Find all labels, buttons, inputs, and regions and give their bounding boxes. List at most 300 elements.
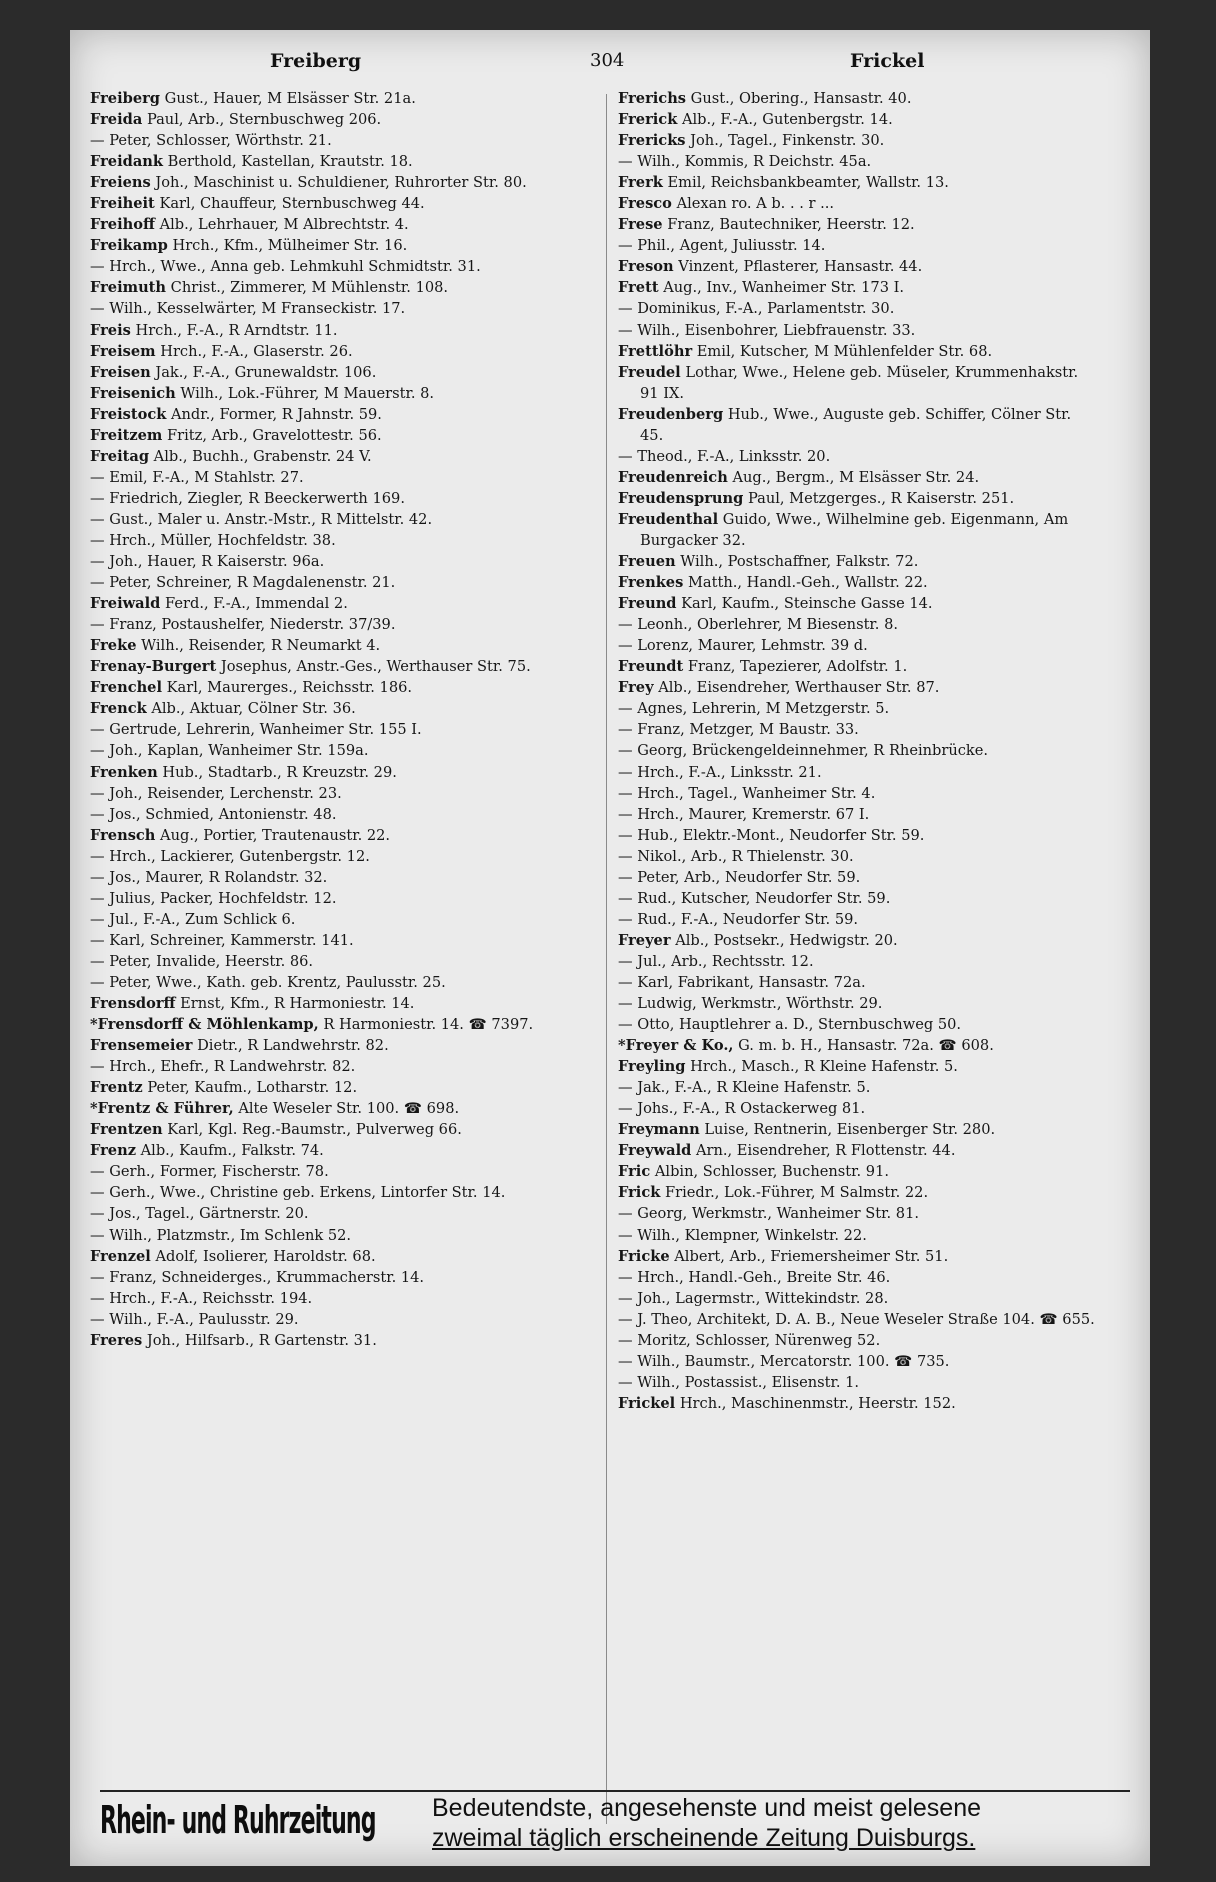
directory-entry: [90, 593, 570, 614]
entry-surname: Frettlöhr: [618, 342, 693, 360]
entry-details: Hub., Stadtarb., R Kreuzstr. 29.: [162, 763, 397, 781]
directory-entry: [90, 1246, 570, 1267]
directory-entry: [90, 1161, 570, 1182]
directory-entry: [618, 193, 1098, 214]
entry-surname: Frentz: [90, 1079, 143, 1097]
entry-details: — Peter, Arb., Neudorfer Str. 59.: [618, 868, 861, 886]
directory-entry: [90, 1267, 570, 1288]
entry-details: Peter, Kaufm., Lotharstr. 12.: [147, 1079, 358, 1097]
directory-entry: [90, 172, 570, 193]
entry-details: — Hrch., Maurer, Kremerstr. 67 I.: [618, 805, 870, 823]
directory-entry: [618, 1161, 1098, 1182]
entry-details: Karl, Kaufm., Steinsche Gasse 14.: [681, 595, 933, 613]
directory-entry: [618, 719, 1098, 740]
entry-surname: Freson: [618, 258, 674, 276]
directory-entry: [618, 109, 1098, 130]
entry-surname: Freund: [618, 595, 677, 613]
entry-details: — Franz, Metzger, M Baustr. 33.: [618, 721, 859, 739]
entry-details: Berthold, Kastellan, Krautstr. 18.: [167, 153, 413, 171]
entry-surname: Freiheit: [90, 195, 155, 213]
entry-details: Paul, Metzgerges., R Kaiserstr. 251.: [747, 489, 1015, 507]
directory-entry: [90, 320, 570, 341]
directory-entry: [618, 341, 1098, 362]
entry-surname: Fric: [618, 1163, 651, 1181]
entry-details: Gust., Obering., Hansastr. 40.: [690, 90, 912, 107]
entry-surname: Frensemeier: [90, 1037, 193, 1055]
directory-entry: [618, 635, 1098, 656]
directory-entry: [618, 277, 1098, 298]
entry-details: Alb., Kaufm., Falkstr. 74.: [140, 1142, 324, 1160]
entry-details: — Ludwig, Werkmstr., Wörthstr. 29.: [618, 995, 883, 1013]
directory-entry: [90, 1225, 570, 1246]
right-column: [618, 88, 1098, 1414]
directory-entry: [90, 193, 570, 214]
entry-surname: Freistock: [90, 405, 167, 423]
directory-entry: [90, 1014, 570, 1035]
directory-entry: [90, 972, 570, 993]
header-right-word: Frickel: [850, 50, 925, 72]
entry-details: Vinzent, Pflasterer, Hansastr. 44.: [678, 258, 923, 276]
directory-entry: [90, 656, 570, 677]
directory-entry: [90, 677, 570, 698]
directory-entry: [90, 509, 570, 530]
directory-entry: [90, 1330, 570, 1351]
directory-entry: [618, 1077, 1098, 1098]
directory-entry: [618, 762, 1098, 783]
directory-entry: [90, 425, 570, 446]
entry-details: — Hrch., F.-A., Linksstr. 21.: [618, 763, 822, 781]
entry-details: — Joh., Reisender, Lerchenstr. 23.: [90, 784, 342, 802]
entry-details: — Wilh., Kesselwärter, M Franseckistr. 17.: [90, 300, 406, 318]
directory-entry: [618, 825, 1098, 846]
directory-entry: [618, 1119, 1098, 1140]
entry-details: Albin, Schlosser, Buchenstr. 91.: [654, 1163, 890, 1181]
entry-details: — Dominikus, F.-A., Parlamentstr. 30.: [618, 300, 895, 318]
entry-details: — Gust., Maler u. Anstr.-Mstr., R Mittelstr. 42.: [90, 510, 433, 528]
directory-entry: [618, 1330, 1098, 1351]
directory-entry: [90, 298, 570, 319]
entry-details: Friedr., Lok.-Führer, M Salmstr. 22.: [664, 1184, 929, 1202]
entry-details: Franz, Tapezierer, Adolfstr. 1.: [687, 658, 908, 676]
entry-details: Alb., Buchh., Grabenstr. 24 V.: [153, 447, 372, 465]
entry-surname: Frerichs: [618, 90, 687, 107]
directory-entry: [90, 235, 570, 256]
entry-details: — Julius, Packer, Hochfeldstr. 12.: [90, 889, 337, 907]
entry-surname: Freiens: [90, 174, 151, 192]
entry-details: Arn., Eisendreher, R Flottenstr. 44.: [695, 1142, 956, 1160]
entry-surname: Frensch: [90, 826, 156, 844]
directory-entry: [618, 1140, 1098, 1161]
entry-surname: Freke: [90, 637, 137, 655]
entry-details: — Hrch., Müller, Hochfeldstr. 38.: [90, 531, 336, 549]
directory-entry: [618, 593, 1098, 614]
entry-surname: Freundt: [618, 658, 684, 676]
directory-entry: [618, 614, 1098, 635]
entry-details: G. m. b. H., Hansastr. 72a. ☎ 608.: [738, 1037, 994, 1055]
directory-entry: [90, 804, 570, 825]
directory-entry: [618, 1393, 1098, 1414]
entry-details: — Wilh., Kommis, R Deichstr. 45a.: [618, 153, 872, 171]
entry-surname: Freisenich: [90, 384, 176, 402]
directory-entry: [618, 656, 1098, 677]
entry-details: — Franz, Schneiderges., Krummacherstr. 14.: [90, 1268, 425, 1286]
entry-details: — Hrch., Lackierer, Gutenbergstr. 12.: [90, 847, 370, 865]
directory-entry: [90, 467, 570, 488]
entry-details: Joh., Tagel., Finkenstr. 30.: [690, 132, 885, 150]
directory-entry: [618, 1246, 1098, 1267]
entry-surname: *Freyer & Ko.,: [618, 1037, 734, 1055]
directory-entry: [90, 1309, 570, 1330]
entry-details: — Franz, Postaushelfer, Niederstr. 37/39.: [90, 616, 396, 634]
entry-details: — Karl, Fabrikant, Hansastr. 72a.: [618, 973, 866, 991]
entry-surname: Frentzen: [90, 1121, 163, 1139]
directory-entry: [618, 572, 1098, 593]
directory-entry: [90, 1288, 570, 1309]
directory-entry: [618, 888, 1098, 909]
directory-entry: [618, 1035, 1098, 1056]
directory-entry: [618, 677, 1098, 698]
entry-details: — Gerh., Wwe., Christine geb. Erkens, Lintorfer Str. 14.: [90, 1184, 506, 1202]
entry-details: Alb., Postsekr., Hedwigstr. 20.: [675, 931, 898, 949]
directory-entry: [90, 383, 570, 404]
entry-details: — Leonh., Oberlehrer, M Biesenstr. 8.: [618, 616, 899, 634]
directory-entry: [90, 256, 570, 277]
entry-details: Hub., Wwe., Auguste geb. Schiffer, Cölner Str. 45.: [640, 405, 1072, 444]
directory-entry: [618, 993, 1098, 1014]
entry-surname: Frenz: [90, 1142, 136, 1160]
entry-details: — Georg, Werkmstr., Wanheimer Str. 81.: [618, 1205, 920, 1223]
directory-entry: [618, 804, 1098, 825]
entry-surname: Frerk: [618, 174, 663, 192]
directory-entry: [90, 909, 570, 930]
entry-details: Alb., Eisendreher, Werthauser Str. 87.: [658, 679, 940, 697]
entry-details: Luise, Rentnerin, Eisenberger Str. 280.: [704, 1121, 996, 1139]
entry-surname: Frenchel: [90, 679, 163, 697]
entry-surname: Frerick: [618, 111, 678, 129]
entry-details: Emil, Kutscher, M Mühlenfelder Str. 68.: [696, 342, 993, 360]
entry-surname: Freisen: [90, 363, 151, 381]
entry-details: — Georg, Brückengeldeinnehmer, R Rheinbrücke.: [618, 742, 989, 760]
entry-details: — Lorenz, Maurer, Lehmstr. 39 d.: [618, 637, 868, 655]
directory-entry: [90, 341, 570, 362]
entry-details: — Wilh., F.-A., Paulusstr. 29.: [90, 1310, 299, 1328]
entry-details: — Johs., F.-A., R Ostackerweg 81.: [618, 1100, 866, 1118]
directory-page: [70, 30, 1150, 1866]
entry-surname: Frenck: [90, 700, 147, 718]
directory-entry: [90, 362, 570, 383]
entry-surname: Freudenberg: [618, 405, 724, 423]
directory-entry: [618, 1309, 1098, 1330]
directory-entry: [618, 235, 1098, 256]
entry-details: — J. Theo, Architekt, D. A. B., Neue Weseler Straße 104. ☎ 655.: [618, 1310, 1095, 1328]
directory-entry: [90, 214, 570, 235]
directory-entry: [618, 256, 1098, 277]
entry-details: — Gertrude, Lehrerin, Wanheimer Str. 155 I.: [90, 721, 422, 739]
entry-surname: Frenzel: [90, 1247, 151, 1265]
ad-line-2: zweimal täglich erscheinende Zeitung Duisburgs.: [432, 1824, 976, 1852]
entry-details: Emil, Reichsbankbeamter, Wallstr. 13.: [667, 174, 949, 192]
directory-entry: [618, 846, 1098, 867]
ad-line-1: Bedeutendste, angesehenste und meist gelesene: [432, 1794, 982, 1822]
entry-details: Hrch., F.-A., Glaserstr. 26.: [160, 342, 353, 360]
entry-surname: Freudensprung: [618, 489, 744, 507]
directory-entry: [618, 446, 1098, 467]
entry-details: — Jul., F.-A., Zum Schlick 6.: [90, 910, 296, 928]
directory-entry: [90, 635, 570, 656]
entry-surname: Frenkes: [618, 574, 684, 592]
entry-surname: Fricke: [618, 1247, 670, 1265]
entry-details: Hrch., Kfm., Mülheimer Str. 16.: [172, 237, 408, 255]
directory-entry: [90, 1035, 570, 1056]
page-header: [70, 42, 1150, 82]
entry-details: — Nikol., Arb., R Thielenstr. 30.: [618, 847, 854, 865]
entry-details: — Joh., Lagermstr., Wittekindstr. 28.: [618, 1289, 889, 1307]
entry-surname: Freisem: [90, 342, 156, 360]
directory-entry: [90, 551, 570, 572]
entry-details: Hrch., Masch., R Kleine Hafenstr. 5.: [690, 1058, 958, 1076]
entry-details: — Emil, F.-A., M Stahlstr. 27.: [90, 468, 304, 486]
entry-details: — Peter, Schlosser, Wörthstr. 21.: [90, 132, 332, 150]
entry-surname: Freyling: [618, 1058, 686, 1076]
entry-surname: Freiberg: [90, 90, 161, 107]
directory-entry: [618, 509, 1098, 551]
entry-details: Adolf, Isolierer, Haroldstr. 68.: [155, 1247, 376, 1265]
directory-entry: [618, 404, 1098, 446]
entry-surname: Freida: [90, 111, 143, 129]
entry-surname: Freimuth: [90, 279, 167, 297]
entry-details: — Joh., Hauer, R Kaiserstr. 96a.: [90, 553, 325, 571]
entry-surname: Frese: [618, 216, 663, 234]
directory-entry: [90, 951, 570, 972]
entry-details: — Wilh., Platzmstr., Im Schlenk 52.: [90, 1226, 352, 1244]
directory-entry: [618, 172, 1098, 193]
entry-details: — Rud., Kutscher, Neudorfer Str. 59.: [618, 889, 891, 907]
directory-entry: [618, 130, 1098, 151]
directory-entry: [618, 698, 1098, 719]
directory-entry: [618, 740, 1098, 761]
directory-entry: [90, 867, 570, 888]
directory-entry: [90, 993, 570, 1014]
entry-details: Jak., F.-A., Grunewaldstr. 106.: [155, 363, 377, 381]
entry-details: Alb., F.-A., Gutenbergstr. 14.: [681, 111, 893, 129]
entry-details: — Joh., Kaplan, Wanheimer Str. 159a.: [90, 742, 369, 760]
directory-entry: [90, 130, 570, 151]
entry-details: Hrch., F.-A., R Arndtstr. 11.: [135, 321, 338, 339]
directory-entry: [618, 972, 1098, 993]
entry-details: — Hrch., F.-A., Reichsstr. 194.: [90, 1289, 313, 1307]
directory-entry: [618, 214, 1098, 235]
entry-surname: Freuen: [618, 553, 676, 571]
entry-details: — Phil., Agent, Juliusstr. 14.: [618, 237, 826, 255]
directory-entry: [90, 825, 570, 846]
entry-details: — Peter, Invalide, Heerstr. 86.: [90, 952, 314, 970]
entry-details: — Hrch., Tagel., Wanheimer Str. 4.: [618, 784, 876, 802]
page-number: 304: [590, 50, 625, 71]
directory-entry: [90, 614, 570, 635]
entry-surname: Freitag: [90, 447, 150, 465]
entry-surname: Frett: [618, 279, 659, 297]
directory-entry: [90, 151, 570, 172]
directory-entry: [90, 1077, 570, 1098]
directory-entry: [90, 740, 570, 761]
entry-surname: Freidank: [90, 153, 164, 171]
directory-entry: [618, 1014, 1098, 1035]
entry-surname: Frericks: [618, 132, 686, 150]
entry-details: Lothar, Wwe., Helene geb. Müseler, Krummenhakstr. 91 IX.: [640, 363, 1079, 402]
entry-details: R Harmoniestr. 14. ☎ 7397.: [323, 1016, 534, 1034]
entry-details: Karl, Maurerges., Reichsstr. 186.: [166, 679, 413, 697]
entry-details: — Karl, Schreiner, Kammerstr. 141.: [90, 931, 354, 949]
left-column: [90, 88, 570, 1351]
entry-details: Andr., Former, R Jahnstr. 59.: [170, 405, 382, 423]
entry-details: Karl, Chauffeur, Sternbuschweg 44.: [159, 195, 425, 213]
entry-surname: Freudel: [618, 363, 681, 381]
directory-entry: [618, 151, 1098, 172]
entry-details: Alb., Aktuar, Cölner Str. 36.: [151, 700, 356, 718]
entry-details: Aug., Bergm., M Elsässer Str. 24.: [732, 468, 980, 486]
entry-details: — Rud., F.-A., Neudorfer Str. 59.: [618, 910, 859, 928]
entry-details: Ferd., F.-A., Immendal 2.: [165, 595, 348, 613]
directory-entry: [618, 783, 1098, 804]
directory-entry: [618, 1098, 1098, 1119]
directory-entry: [618, 951, 1098, 972]
entry-details: — Jos., Tagel., Gärtnerstr. 20.: [90, 1205, 309, 1223]
directory-entry: [618, 551, 1098, 572]
entry-details: Josephus, Anstr.-Ges., Werthauser Str. 75.: [220, 658, 531, 676]
entry-details: — Moritz, Schlosser, Nürenweg 52.: [618, 1331, 881, 1349]
directory-entry: [90, 1098, 570, 1119]
entry-details: — Peter, Wwe., Kath. geb. Krentz, Paulusstr. 25.: [90, 973, 446, 991]
entry-details: Dietr., R Landwehrstr. 82.: [197, 1037, 389, 1055]
entry-details: — Agnes, Lehrerin, M Metzgerstr. 5.: [618, 700, 890, 718]
entry-details: — Wilh., Baumstr., Mercatorstr. 100. ☎ 735.: [618, 1352, 950, 1370]
entry-surname: Frickel: [618, 1394, 676, 1412]
directory-entry: [618, 320, 1098, 341]
directory-entry: [618, 298, 1098, 319]
entry-details: Joh., Maschinist u. Schuldiener, Ruhrorter Str. 80.: [155, 174, 527, 192]
entry-details: — Wilh., Eisenbohrer, Liebfrauenstr. 33.: [618, 321, 916, 339]
entry-details: — Wilh., Postassist., Elisenstr. 1.: [618, 1373, 860, 1391]
entry-details: Joh., Hilfsarb., R Gartenstr. 31.: [146, 1331, 377, 1349]
entry-details: Wilh., Lok.-Führer, M Mauerstr. 8.: [180, 384, 435, 402]
directory-entry: [90, 1203, 570, 1224]
entry-details: Gust., Hauer, M Elsässer Str. 21a.: [164, 90, 416, 107]
entry-surname: Freymann: [618, 1121, 700, 1139]
entry-details: Albert, Arb., Friemersheimer Str. 51.: [674, 1247, 949, 1265]
entry-surname: *Frensdorff & Möhlenkamp,: [90, 1016, 319, 1034]
entry-details: Alte Weseler Str. 100. ☎ 698.: [238, 1100, 460, 1118]
header-left-word: Freiberg: [270, 50, 362, 72]
directory-entry: [90, 888, 570, 909]
entry-details: — Wilh., Klempner, Winkelstr. 22.: [618, 1226, 867, 1244]
directory-entry: [90, 1140, 570, 1161]
entry-surname: Freis: [90, 321, 131, 339]
entry-details: — Gerh., Former, Fischerstr. 78.: [90, 1163, 329, 1181]
directory-entry: [618, 1288, 1098, 1309]
entry-surname: Frick: [618, 1184, 661, 1202]
directory-entry: [90, 1056, 570, 1077]
entry-details: Wilh., Reisender, R Neumarkt 4.: [141, 637, 381, 655]
directory-entry: [90, 1119, 570, 1140]
entry-details: Alexan ro. A b. . . r ...: [676, 195, 835, 213]
entry-surname: Freitzem: [90, 426, 163, 444]
directory-entry: [90, 530, 570, 551]
directory-entry: [618, 867, 1098, 888]
directory-entry: [618, 1203, 1098, 1224]
entry-surname: Frensdorff: [90, 995, 176, 1013]
directory-entry: [90, 762, 570, 783]
directory-entry: [90, 846, 570, 867]
entry-details: Guido, Wwe., Wilhelmine geb. Eigenmann, Am Burgacker 32.: [640, 510, 1069, 549]
entry-surname: Freyer: [618, 931, 671, 949]
entry-details: Alb., Lehrhauer, M Albrechtstr. 4.: [159, 216, 409, 234]
entry-details: Karl, Kgl. Reg.-Baumstr., Pulverweg 66.: [167, 1121, 462, 1139]
directory-entry: [618, 488, 1098, 509]
entry-details: Hrch., Maschinenmstr., Heerstr. 152.: [679, 1394, 956, 1412]
directory-entry: [90, 446, 570, 467]
entry-details: — Otto, Hauptlehrer a. D., Sternbuschweg 50.: [618, 1016, 962, 1034]
directory-entry: [618, 362, 1098, 404]
directory-entry: [618, 1056, 1098, 1077]
entry-details: — Theod., F.-A., Linksstr. 20.: [618, 447, 831, 465]
entry-details: — Peter, Schreiner, R Magdalenenstr. 21.: [90, 574, 396, 592]
directory-entry: [90, 783, 570, 804]
entry-details: Christ., Zimmerer, M Mühlenstr. 108.: [170, 279, 449, 297]
entry-details: Fritz, Arb., Gravelottestr. 56.: [167, 426, 382, 444]
directory-entry: [618, 930, 1098, 951]
entry-details: — Hub., Elektr.-Mont., Neudorfer Str. 59.: [618, 826, 925, 844]
entry-surname: Freiwald: [90, 595, 161, 613]
entry-details: — Jul., Arb., Rechtsstr. 12.: [618, 952, 814, 970]
entry-details: — Hrch., Handl.-Geh., Breite Str. 46.: [618, 1268, 891, 1286]
entry-details: — Jos., Schmied, Antonienstr. 48.: [90, 805, 337, 823]
column-divider: [606, 94, 607, 1824]
entry-surname: Fresco: [618, 195, 672, 213]
entry-details: — Friedrich, Ziegler, R Beeckerwerth 169.: [90, 489, 405, 507]
ad-title: Rhein- und Ruhrzeitung: [100, 1798, 376, 1842]
entry-details: Ernst, Kfm., R Harmoniestr. 14.: [180, 995, 415, 1013]
entry-surname: Freudenthal: [618, 510, 719, 528]
directory-entry: [618, 1351, 1098, 1372]
directory-entry: [618, 1372, 1098, 1393]
directory-entry: [618, 1182, 1098, 1203]
directory-entry: [90, 109, 570, 130]
entry-surname: *Frentz & Führer,: [90, 1100, 234, 1118]
directory-entry: [618, 467, 1098, 488]
entry-surname: Frey: [618, 679, 654, 697]
directory-entry: [90, 698, 570, 719]
entry-details: Aug., Inv., Wanheimer Str. 173 I.: [663, 279, 905, 297]
entry-details: Matth., Handl.-Geh., Wallstr. 22.: [687, 574, 928, 592]
directory-entry: [618, 1267, 1098, 1288]
directory-entry: [618, 1225, 1098, 1246]
entry-surname: Frenken: [90, 763, 158, 781]
entry-surname: Freres: [90, 1331, 143, 1349]
directory-entry: [618, 88, 1098, 109]
directory-entry: [90, 488, 570, 509]
directory-entry: [90, 404, 570, 425]
entry-details: — Hrch., Wwe., Anna geb. Lehmkuhl Schmidtstr. 31.: [90, 258, 481, 276]
entry-details: — Hrch., Ehefr., R Landwehrstr. 82.: [90, 1058, 356, 1076]
entry-surname: Freikamp: [90, 237, 168, 255]
directory-entry: [90, 572, 570, 593]
directory-entry: [90, 277, 570, 298]
entry-surname: Freywald: [618, 1142, 692, 1160]
directory-entry: [618, 909, 1098, 930]
directory-entry: [90, 719, 570, 740]
entry-surname: Frenay-Burgert: [90, 658, 217, 676]
entry-details: Aug., Portier, Trautenaustr. 22.: [160, 826, 391, 844]
